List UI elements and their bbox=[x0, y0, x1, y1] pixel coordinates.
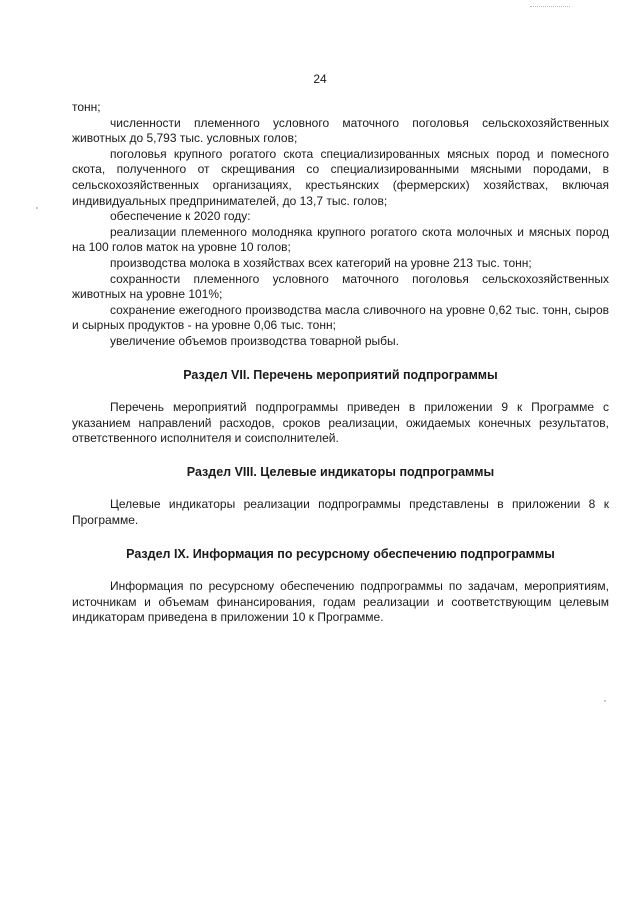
paragraph: реализации племенного молодняка крупного рогатого скота молочных и мясных пород на 100 голов маток на уровне 10 голов; bbox=[72, 224, 609, 255]
scan-artifact-dot bbox=[604, 700, 606, 702]
section-text: Информация по ресурсному обеспечению подпрограммы по задачам, мероприятиям, источникам и объемам финансирования, годам реализации и соответствующим целевым индикаторам приведена в приложении 10 к Программе. bbox=[72, 579, 609, 625]
section-heading: Раздел VIII. Целевые индикаторы подпрограммы bbox=[186, 464, 495, 479]
paragraph: численности племенного условного маточного поголовья сельскохозяйственных животных до 5,793 тыс. условных голов; bbox=[72, 115, 609, 146]
page-number: 24 bbox=[313, 72, 327, 86]
section-heading: Раздел VII. Перечень мероприятий подпрограммы bbox=[183, 367, 498, 382]
section-heading: Раздел IX. Информация по ресурсному обеспечению подпрограммы bbox=[126, 546, 555, 561]
paragraph: тонн; bbox=[72, 100, 101, 114]
scan-artifact-dot bbox=[36, 207, 38, 209]
paragraph: обеспечение к 2020 году: bbox=[110, 209, 251, 224]
paragraph: сохранности племенного условного маточного поголовья сельскохозяйственных животных на уровне 101%; bbox=[72, 271, 609, 302]
scan-artifact bbox=[530, 6, 570, 8]
section-text: Перечень мероприятий подпрограммы приведен в приложении 9 к Программе с указанием направлений расходов, сроков реализации, ожидаемых конечных результатов, ответственного исполнителя и соисполнителей. bbox=[72, 400, 609, 446]
paragraph: сохранение ежегодного производства масла сливочного на уровне 0,62 тыс. тонн, сыров и сырных продуктов - на уровне 0,06 тыс. тонн; bbox=[72, 302, 609, 333]
section-text: Целевые индикаторы реализации подпрограммы представлены в приложении 8 к Программе. bbox=[72, 497, 609, 528]
paragraph: поголовья крупного рогатого скота специализированных мясных пород и помесного скота, полученного от скрещивания со специализированными мясными породами, в сельскохозяйственных организациях, крестьянских (фермерских) хозяйствах, включая индивидуальных предпринимателей, до 13,7 тыс. голов; bbox=[72, 146, 609, 208]
paragraph: производства молока в хозяйствах всех категорий на уровне 213 тыс. тонн; bbox=[110, 255, 532, 270]
document-body bbox=[72, 100, 609, 626]
paragraph: увеличение объемов производства товарной рыбы. bbox=[110, 333, 399, 348]
